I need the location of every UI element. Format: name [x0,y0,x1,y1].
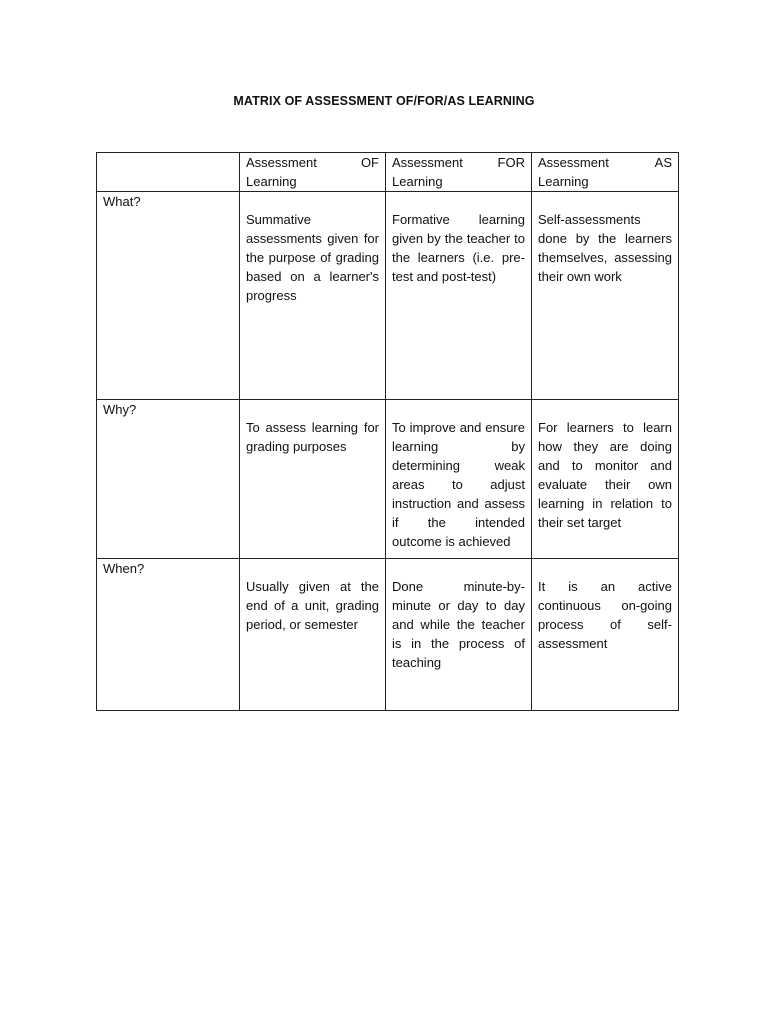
table-row-why [97,400,679,559]
cell-text: To improve and ensure learning by determining weak areas to adjust instruction and assess if the intended outcome is achieved [392,420,525,549]
row-label-cell [97,192,240,400]
header-word: Assessment [392,155,463,170]
header-word: OF [360,155,379,170]
cell-text: For learners to learn how they are doing and to monitor and evaluate their own learning in relation to their set target [538,420,672,530]
cell-text: Summative assessments given for the purpose of grading based on a learner's progress [246,212,379,303]
table-header-row [97,153,679,192]
row-label: Why? [103,402,137,417]
header-word: AS [654,155,672,170]
cell-text: To assess learning for grading purposes [246,420,379,454]
row-label: When? [103,561,145,576]
row-label-cell [97,400,240,559]
cell-text: Usually given at the end of a unit, grading period, or semester [246,579,379,632]
table-cell [240,559,386,711]
header-word: Learning [538,174,589,189]
header-cell-of [240,153,386,192]
table-row-what [97,192,679,400]
row-label-cell [97,559,240,711]
assessment-matrix-table [96,152,679,711]
table-cell [386,192,532,400]
table-cell [386,559,532,711]
cell-text: Formative learning given by the teacher to the learners (i.e. pre-test and post-test) [392,212,525,284]
header-word: Assessment [538,155,609,170]
cell-text: It is an active continuous on-going process of self-assessment [538,579,672,651]
table-cell [240,400,386,559]
cell-text: Self-assessments done by the learners themselves, assessing their own work [538,212,672,284]
table-row-when [97,559,679,711]
header-cell-as [532,153,679,192]
header-empty-cell [97,153,240,192]
table-cell [386,400,532,559]
table-cell [532,400,679,559]
table-cell [532,559,679,711]
table-cell [532,192,679,400]
document-title: MATRIX OF ASSESSMENT OF/FOR/AS LEARNING [233,94,535,108]
header-word: Assessment [246,155,317,170]
table-cell [240,192,386,400]
header-word: Learning [246,174,297,189]
header-word: FOR [497,155,525,170]
row-label: What? [103,194,141,209]
header-cell-for [386,153,532,192]
header-word: Learning [392,174,443,189]
cell-text: Done minute-by-minute or day to day and while the teacher is in the process of teaching [392,579,525,670]
